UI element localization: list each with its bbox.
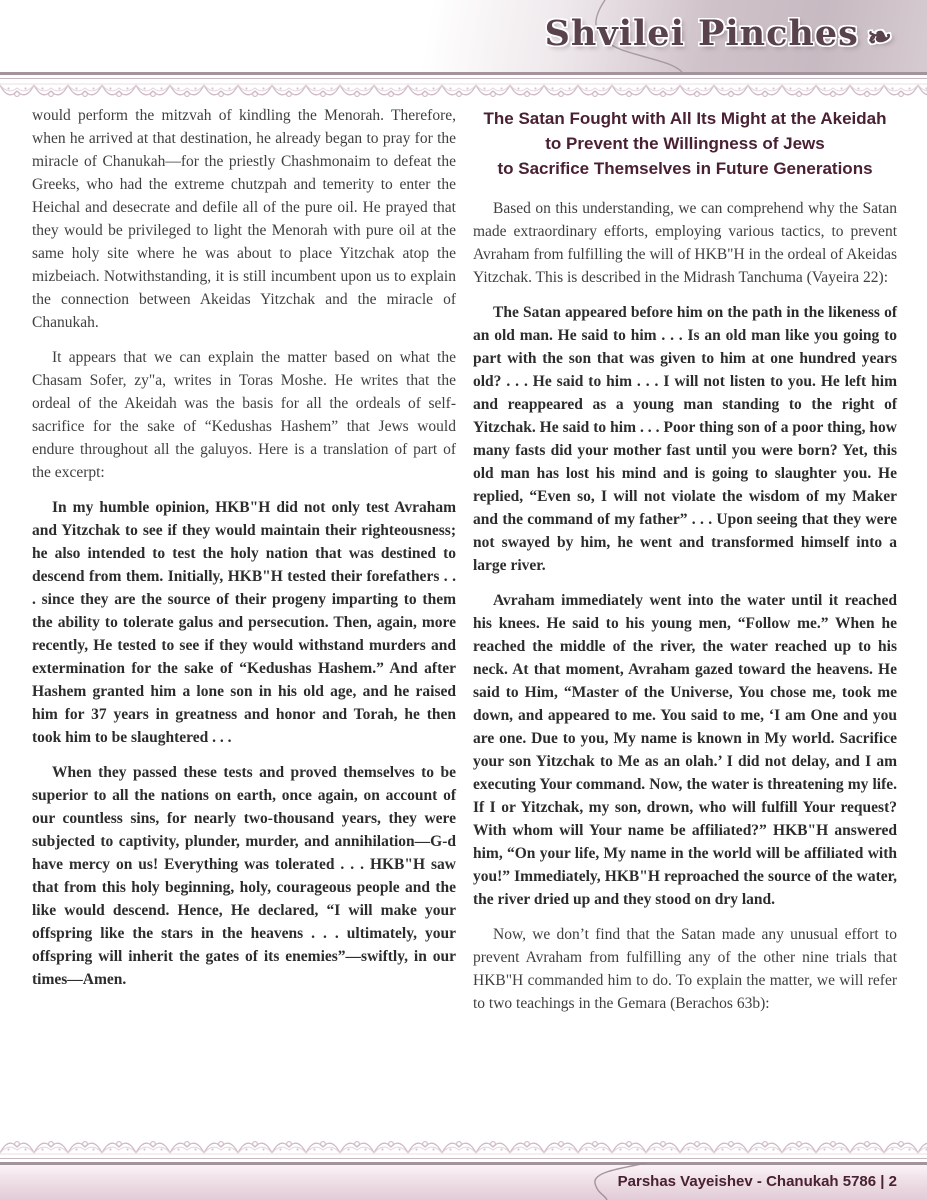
page-title (544, 13, 896, 58)
right-column (473, 104, 897, 1134)
footer-page-label: Parshas Vayeishev - Chanukah 5786 | 2 (617, 1173, 897, 1190)
section-heading-line: to Prevent the Willingness of Jews (545, 134, 825, 153)
footer-divider (0, 1158, 927, 1165)
header-divider (0, 72, 927, 79)
paragraph: Now, we don’t find that the Satan made any unusual effort to prevent Avraham from fulfilling any of the other nine trials that HKB"H commanded him to do. To explain the matter, we will refer to two teachings in the Gemara (Berachos 63b): (473, 926, 897, 1012)
excerpt-paragraph: When they passed these tests and proved themselves to be superior to all the nations on earth, once again, on account of our countless sins, for nearly two-thousand years, they were subjected to captivity, plunder, murder, and annihilation—G-d have mercy on us! Everything was tolerated . . . HKB"H saw that from this holy beginning, holy, courageous people and the like would descend. Hence, He declared, “I will make your offspring like the stars in the heavens . . . ultimately, your offspring will inherit the gates of its enemies”—swiftly, in our times—Amen. (32, 764, 456, 988)
midrash-paragraph: Avraham immediately went into the water until it reached his knees. He said to his young men, “Follow me.” When he reached the middle of the river, the water reached up to his neck. At that moment, Avraham gazed toward the heavens. He said to Him, “Master of the Universe, You chose me, took me down, and appeared to me. You said to me, ‘I am One and you are one. Due to you, My name is known in My world. Sacrifice your son Yitzchak to Me as an olah.’ I did not delay, and I am executing Your command. Now, the water is threatening my life. If I or Yitzchak, my son, drown, who will fulfill Your request? With whom will Your name be affiliated?” HKB"H answered him, “On your life, My name in the world will be affiliated with you!” Immediately, HKB"H reproached the source of the water, the river dried up and they stood on dry land. (473, 592, 897, 908)
section-heading-line: The Satan Fought with All Its Might at the Akeidah (483, 109, 887, 128)
paragraph: Based on this understanding, we can comprehend why the Satan made extraordinary efforts, employing various tactics, to prevent Avraham from fulfilling the will of HKB"H in the ordeal of Akeidas Yitzchak. This is described in the Midrash Tanchuma (Vayeira 22): (473, 200, 897, 286)
floral-ornament-icon: ❧ (864, 17, 896, 58)
left-column (32, 104, 456, 1134)
page-content (32, 104, 897, 1134)
page-header (0, 0, 927, 72)
paragraph: would perform the mitzvah of kindling the Menorah. Therefore, when he arrived at that destination, he already began to pray for the miracle of Chanukah—for the priestly Chashmonaim to defeat the Greeks, who had the extreme chutzpah and temerity to enter the Heichal and desecrate and defile all of the pure oil. He prayed that they would be privileged to light the Menorah with pure oil at the same holy site where he was about to place Yitzchak atop the mizbeiach. Notwithstanding, it is still incumbent upon us to explain the connection between Akeidas Yitzchak and the miracle of Chanukah. (32, 107, 456, 331)
excerpt-paragraph: In my humble opinion, HKB"H did not only test Avraham and Yitzchak to see if they would maintain their righteousness; he also intended to test the holy nation that was destined to descend from them. Initially, HKB"H tested their forefathers . . . since they are the source of their progeny imparting to them the ability to tolerate galus and persecution. Then, again, more recently, He tested to see if they would withstand murders and extermination for the sake of “Kedushas Hashem.” And after Hashem granted him a lone son in his old age, and he raised him for 37 years in greatness and honor and Torah, he then took him to be slaughtered . . . (32, 499, 456, 746)
section-heading-line: to Sacrifice Themselves in Future Generations (497, 159, 873, 178)
lace-border-bottom (0, 1136, 927, 1158)
paragraph: It appears that we can explain the matter based on what the Chasam Sofer, zy"a, writes in Toras Moshe. He writes that the ordeal of the Akeidah was the basis for all the ordeals of self-sacrifice for the sake of “Kedushas Hashem” that Jews would endure throughout all the galuyos. Here is a translation of part of the excerpt: (32, 349, 456, 481)
section-heading (473, 106, 897, 181)
midrash-paragraph: The Satan appeared before him on the path in the likeness of an old man. He said to him . . . Is an old man like you going to part with the son that was given to him at one hundred years old? . . . He said to him . . . I will not listen to you. He left him and reappeared as a young man standing to the right of Yitzchak. He said to him . . . Poor thing son of a poor thing, how many fasts did your mother fast until you were born? Yet, this old man has lost his mind and is going to slaughter you. He replied, “Even so, I will not violate the wisdom of my Maker and the command of my father” . . . Upon seeing that they were not swayed by him, he went and transformed himself into a large river. (473, 304, 897, 574)
page-title-text: Shvilei Pinches (544, 13, 859, 54)
lace-border-top (0, 80, 927, 102)
